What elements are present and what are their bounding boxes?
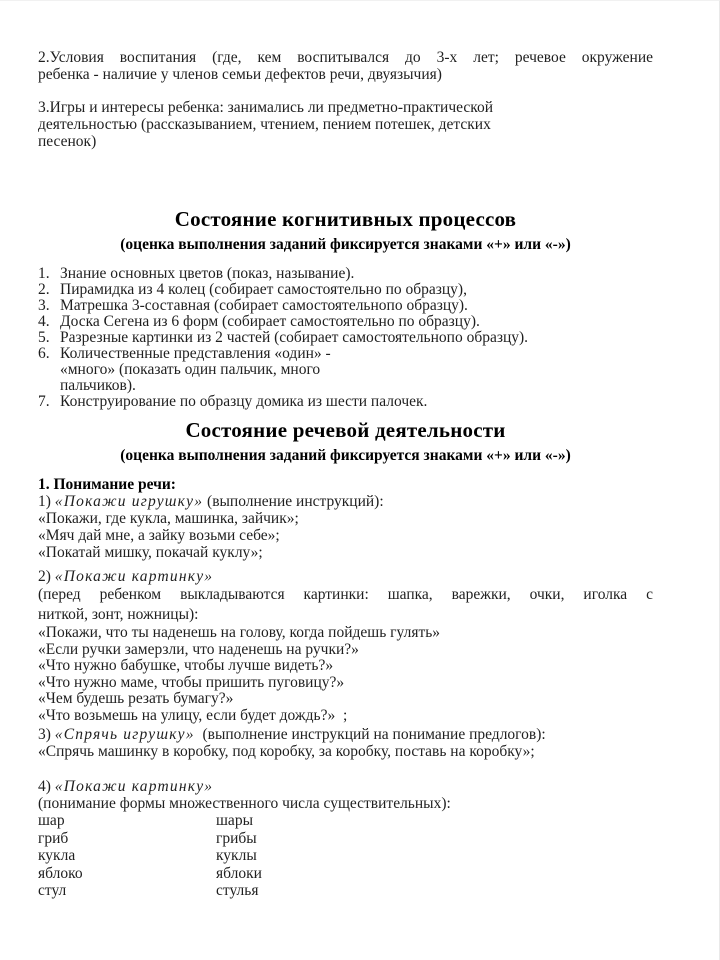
paragraph-line: ребенка - наличие у членов семьи дефектов речи, двуязычия) [38,66,442,83]
section-title-cognitive: Состояние когнитивных процессов [174,207,517,231]
task3-title-quote: «Спрячь игрушку» [54,726,195,743]
task2-heading [38,568,653,585]
word-plural: яблоки [216,864,262,882]
task4-description: (понимание формы множественного числа существительных): [38,795,451,812]
task3-instruction: «Спрячь машинку в коробку, под коробку, за коробку, поставь на коробку»; [38,743,535,760]
cognitive-task-item [38,330,653,346]
cognitive-task-item [38,282,653,298]
item-number: 7. [38,393,50,410]
task1-heading [38,493,653,510]
task1-description: (выполнение инструкций): [203,493,384,510]
word-singular: кукла [38,847,76,864]
word-singular: стул [38,882,67,899]
word-plural: шары [216,812,253,829]
task2-instruction: «Если ручки замерзли, что наденешь на ручки?» [38,640,359,658]
paragraph-line: ниткой, зонт, ножницы): [38,606,199,623]
word-pair-row [38,865,653,883]
word-pair-row [38,882,653,900]
cognitive-task-item [38,314,653,330]
task3-label: 3) [38,726,55,743]
task2-instruction: «Что возьмешь на улицу, если будет дождь?» ; [38,706,348,724]
task1-instruction: «Покажи, где кукла, машинка, зайчик»; [38,510,299,527]
paragraph-line: (перед ребенком выкладываются картинки: шапка, варежки, очки, иголка с [38,586,653,603]
section-subtitle-speech: (оценка выполнения заданий фиксируется знаками «+» или «-») [120,447,571,464]
task1-instruction: «Покатай мишку, покачай куклу»; [38,544,263,561]
cognitive-task-item [38,346,653,394]
cognitive-task-item [38,266,653,282]
word-plural: куклы [216,847,257,864]
item-text: Конструирование по образцу домика из шести палочек. [60,393,428,410]
word-singular: шар [38,812,65,829]
task1-label: 1) [38,493,55,510]
task2-instruction: «Покажи, что ты наденешь на голову, когда пойдешь гулять» [38,624,441,641]
speech-understanding-heading: 1. Понимание речи: [38,476,176,493]
word-plural: стулья [216,882,259,899]
item-number: 2. [38,281,50,298]
task3-description: (выполнение инструкций на понимание предлогов): [194,726,546,743]
section-title-speech: Состояние речевой деятельности [185,418,506,442]
task2-setup-paragraph [38,585,653,625]
paragraph-line: 3.Игры и интересы ребенка: занимались ли предметно-практической [38,99,494,116]
paragraph-line: 2.Условия воспитания (где, кем воспитывался до 3-х лет; речевое окружение [38,49,653,66]
item-number: 4. [38,313,50,330]
word-pair-row [38,847,653,865]
word-plural: грибы [216,829,257,847]
plural-word-pairs [38,812,653,900]
item-number: 6. [38,345,50,362]
item-text: Доска Сегена из 6 форм (собирает самостоятельно по образцу). [60,313,480,330]
item-number: 5. [38,329,50,346]
task4-label: 4) [38,778,55,795]
cognitive-task-item [38,298,653,314]
task2-instruction: «Чем будешь резать бумагу?» [38,690,234,707]
task2-title-quote: «Покажи картинку» [54,568,214,585]
task4-title-quote: «Покажи картинку» [54,778,214,795]
item-text: Количественные представления «один» - «много» (показать один пальчик, много пальчиков). [60,345,331,394]
task4-heading [38,778,653,795]
task2-instruction: «Что нужно маме, чтобы пришить пуговицу?» [38,673,345,691]
task1-instruction: «Мяч дай мне, а зайку возьми себе»; [38,527,280,544]
paragraph-games-interests [38,99,653,150]
task2-label: 2) [38,568,55,585]
word-pair-row [38,812,653,830]
word-singular: гриб [38,829,69,847]
item-number: 1. [38,265,50,282]
item-text: Разрезные картинки из 2 частей (собирает самостоятельнопо образцу). [60,329,529,346]
word-singular: яблоко [38,864,83,882]
paragraph-upbringing-conditions [38,49,653,83]
cognitive-task-list [38,266,653,410]
word-pair-row [38,830,653,848]
item-text: Пирамидка из 4 колец (собирает самостоятельно по образцу), [60,281,467,298]
task1-title-quote: «Покажи игрушку» [54,493,204,510]
paragraph-line: деятельностью (рассказыванием, чтением, пением потешек, детских [38,116,491,133]
item-number: 3. [38,297,50,314]
item-text: Знание основных цветов (показ, называние). [60,265,355,282]
cognitive-task-item [38,394,653,410]
item-text: Матрешка 3-составная (собирает самостоятельнопо образцу). [60,297,468,314]
task3-heading [38,726,653,743]
section-subtitle-cognitive: (оценка выполнения заданий фиксируется знаками «+» или «-») [120,236,571,253]
task2-instruction: «Что нужно бабушке, чтобы лучше видеть?» [38,657,334,674]
paragraph-line: песенок) [38,133,97,150]
